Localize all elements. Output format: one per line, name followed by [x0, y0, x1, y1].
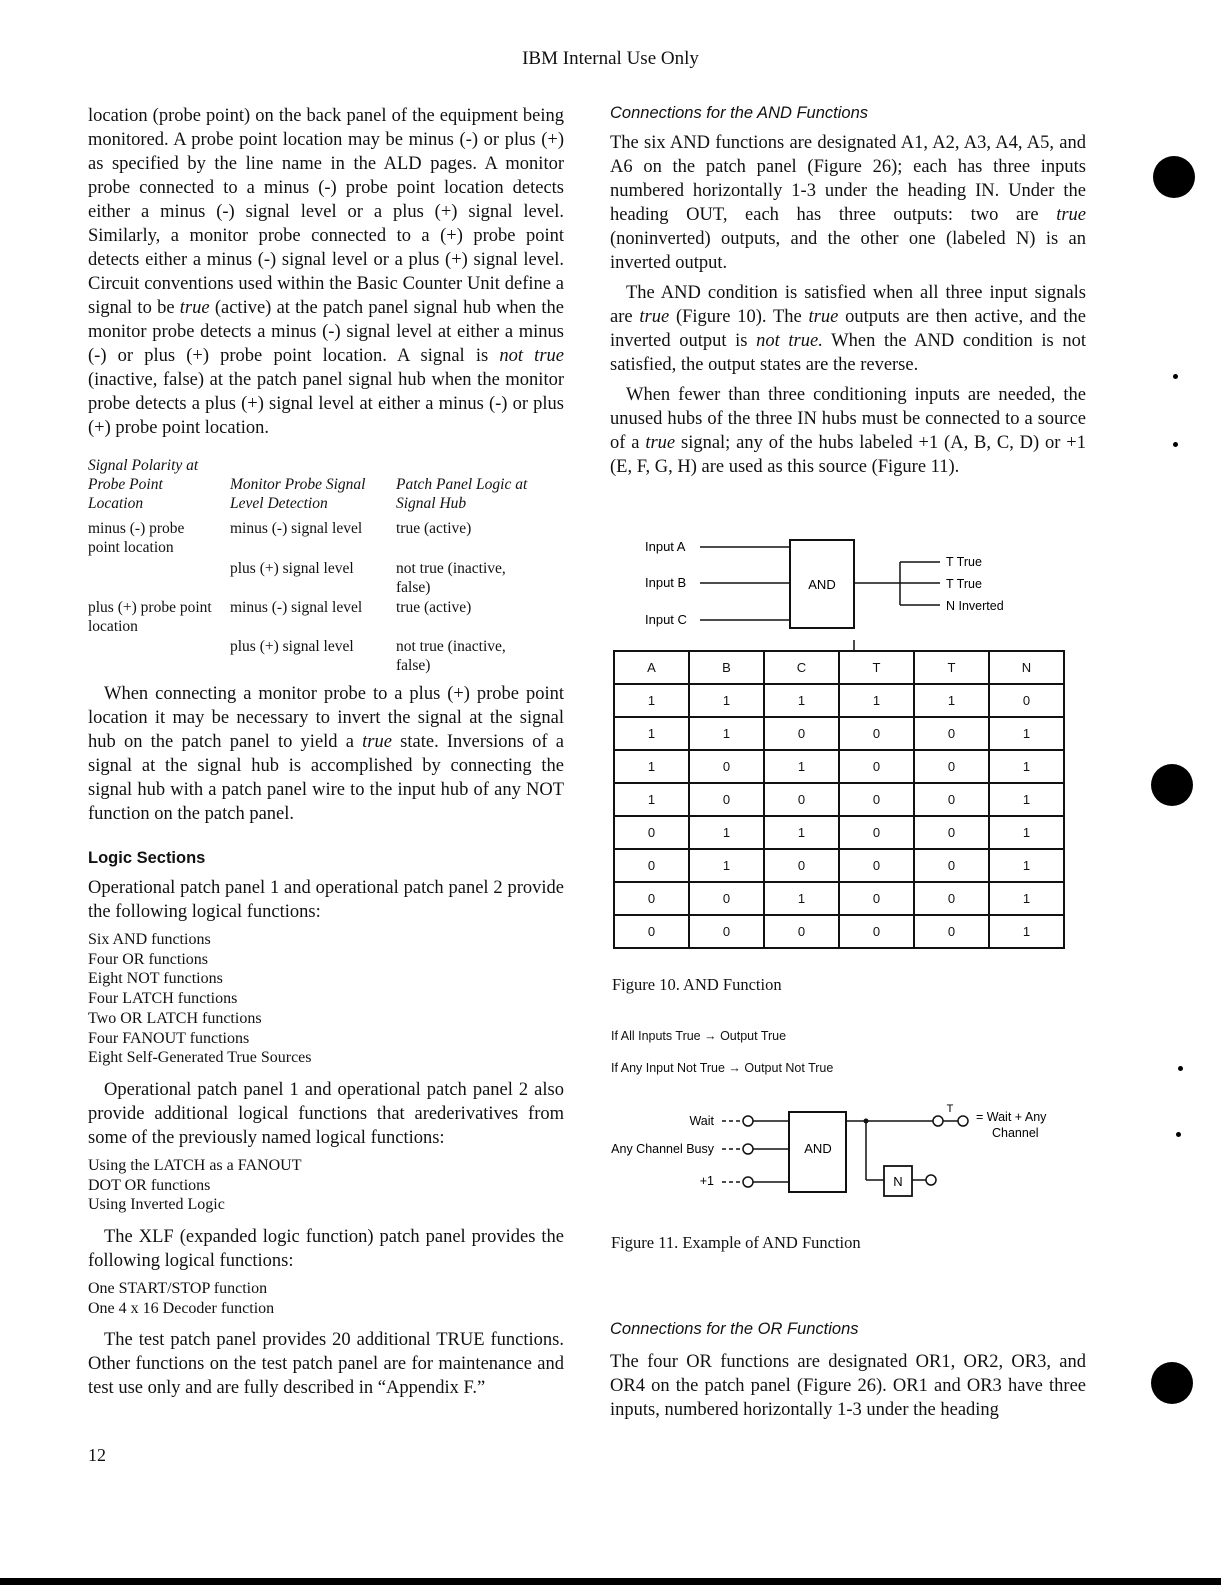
any-channel-busy-label: Any Channel Busy — [611, 1142, 714, 1156]
polarity-header-detection: Monitor Probe Signal Level Detection — [230, 476, 366, 512]
hub-icon — [743, 1144, 753, 1154]
table-row — [614, 915, 1064, 948]
not-gate-label: N — [893, 1174, 903, 1189]
text-run: The six AND functions are designated A1, A2, A3, A4, A5, and A6 on the patch panel (Figure 26); each has three inputs numbered horizontally 1-3 under the heading IN. Under the heading OUT, each has three outputs: two are — [610, 133, 1086, 225]
page-number: 12 — [88, 1445, 106, 1465]
table-cell: 0 — [839, 849, 914, 882]
plus-one-label: +1 — [699, 1174, 714, 1188]
table-cell: 1 — [989, 882, 1064, 915]
list-item: Four OR functions — [88, 950, 208, 968]
emphasis-text: true — [179, 298, 210, 318]
intro-paragraph — [88, 104, 564, 440]
hub-icon — [958, 1116, 968, 1126]
wait-input-label: Wait — [689, 1114, 714, 1128]
or-paragraph: The four OR functions are designated OR1, OR2, OR3, and OR4 on the patch panel (Figure 26). OR1 and OR3 have three inputs, numbered horizontally 1-3 under the heading — [610, 1352, 1086, 1420]
table-cell: 0 — [914, 849, 989, 882]
and-paragraph-2 — [610, 281, 1086, 377]
derivatives-list — [88, 1156, 564, 1215]
right-column — [610, 104, 1086, 479]
emphasis-text: true — [362, 732, 392, 752]
table-cell: 0 — [914, 717, 989, 750]
polarity-row-location: minus (-) probe point location — [88, 520, 185, 556]
text-run: (noninverted) outputs, and the other one (labeled N) is an inverted output. — [610, 229, 1086, 273]
table-cell: 0 — [839, 882, 914, 915]
table-cell: T — [914, 651, 989, 684]
table-cell: 0 — [689, 783, 764, 816]
table-cell: 0 — [764, 717, 839, 750]
table-cell: 0 — [689, 915, 764, 948]
input-a-label: Input A — [645, 539, 686, 554]
polarity-header-logic: Patch Panel Logic at Signal Hub — [396, 476, 528, 512]
table-cell: 1 — [839, 684, 914, 717]
and-function-diagram — [610, 532, 1090, 652]
list-item: One START/STOP function — [88, 1280, 268, 1298]
table-cell: 1 — [914, 684, 989, 717]
list-item: Four LATCH functions — [88, 990, 238, 1008]
text-run: location (probe point) on the back panel of the equipment being monitored. A probe point location may be minus (-) or plus (+) as specified by the line name in the ALD pages. A monitor probe connected to a minus (-) probe point location detects either a minus (-) signal level or a plus (+) signal level. Similarly, a monitor probe connected to a (+) probe point detects either a minus (-) signal level or a plus (+) signal level. Circuit conventions used within the Basic Counter Unit define a signal to be — [88, 106, 564, 318]
table-cell: 0 — [614, 882, 689, 915]
output-inverted-label: N Inverted — [946, 599, 1004, 613]
result-label-line1: = Wait + Any — [976, 1110, 1047, 1124]
table-cell: 1 — [689, 816, 764, 849]
table-cell: 1 — [989, 816, 1064, 849]
table-cell: 0 — [839, 915, 914, 948]
text-run: (inactive, false) at the patch panel signal hub when the monitor probe detects a plus (+) signal level at either a minus (-) or plus (+) probe point location. — [88, 370, 564, 438]
table-header-row — [614, 651, 1064, 684]
text-run: signal; any of the hubs labeled +1 (A, B, C, D) or +1 (E, F, G, H) are used as this source (Figure 11). — [610, 433, 1086, 477]
list-item: DOT OR functions — [88, 1176, 211, 1194]
table-cell: 1 — [689, 849, 764, 882]
text-run: (active) at the patch panel signal hub when the monitor probe detects a minus (-) signal level at either a minus (-) or plus (+) probe point location. A signal is — [88, 298, 564, 366]
list-item: Eight Self-Generated True Sources — [88, 1049, 312, 1067]
functions-list — [88, 930, 564, 1068]
table-cell: 0 — [689, 882, 764, 915]
table-cell: 0 — [914, 915, 989, 948]
derivatives-paragraph: Operational patch panel 1 and operational patch panel 2 also provide additional logical functions that arederivatives from some of the previously named logical functions: — [88, 1079, 564, 1148]
polarity-row-detection: plus (+) signal level — [230, 638, 354, 655]
text-run: When connecting a monitor probe to a plus (+) probe point location it may be necessary to invert the signal at the signal hub on the patch panel to yield a — [88, 684, 564, 752]
revision-bullet — [1173, 442, 1178, 447]
hub-icon — [743, 1177, 753, 1187]
polarity-row-logic: true (active) — [396, 599, 472, 616]
revision-bullet — [1153, 156, 1195, 198]
figure-10-caption: Figure 10. AND Function — [612, 975, 782, 994]
table-row — [614, 882, 1064, 915]
list-item: Using the LATCH as a FANOUT — [88, 1156, 302, 1174]
polarity-row-logic: not true (inactive, false) — [396, 560, 506, 596]
polarity-row-location: plus (+) probe point location — [88, 599, 212, 635]
table-cell: 1 — [989, 915, 1064, 948]
polarity-row-logic: true (active) — [396, 520, 472, 537]
table-cell: 0 — [839, 717, 914, 750]
figure-11-caption: Figure 11. Example of AND Function — [611, 1233, 861, 1252]
table-cell: 0 — [914, 783, 989, 816]
polarity-table — [88, 456, 564, 696]
table-cell: 1 — [764, 882, 839, 915]
revision-bullet — [1176, 1132, 1181, 1137]
table-cell: T — [839, 651, 914, 684]
list-item: Eight NOT functions — [88, 970, 223, 988]
test-panel-paragraph: The test patch panel provides 20 additional TRUE functions. Other functions on the test patch panel are for maintenance and test use only and are fully described in “Appendix F.” — [88, 1330, 564, 1399]
polarity-row-logic: not true (inactive, false) — [396, 638, 506, 674]
logic-intro-paragraph: Operational patch panel 1 and operational patch panel 2 provide the following logical functions: — [88, 878, 564, 922]
revision-bullet — [1151, 764, 1193, 806]
table-cell: 0 — [989, 684, 1064, 717]
polarity-row-detection: plus (+) signal level — [230, 560, 354, 577]
connect-paragraph — [88, 682, 564, 826]
table-cell: 1 — [614, 717, 689, 750]
table-cell: 0 — [839, 783, 914, 816]
table-cell: 1 — [614, 684, 689, 717]
output-true-1-label: T True — [946, 555, 982, 569]
table-cell: 0 — [839, 816, 914, 849]
list-item: Two OR LATCH functions — [88, 1009, 262, 1027]
table-cell: 1 — [764, 816, 839, 849]
table-row — [614, 750, 1064, 783]
table-cell: C — [764, 651, 839, 684]
emphasis-text: true — [645, 433, 676, 453]
revision-bullet — [1173, 374, 1178, 379]
list-item: Six AND functions — [88, 931, 211, 948]
hub-icon — [743, 1116, 753, 1126]
table-cell: 0 — [689, 750, 764, 783]
table-cell: 1 — [989, 750, 1064, 783]
list-item: Four FANOUT functions — [88, 1029, 250, 1047]
left-column — [88, 104, 564, 1400]
rule-all-true: If All Inputs True → Output True — [611, 1029, 787, 1043]
revision-bullet — [1178, 1066, 1183, 1071]
table-cell: 0 — [764, 849, 839, 882]
polarity-header-location: Signal Polarity at Probe Point Location — [88, 457, 199, 512]
table-cell: 1 — [989, 783, 1064, 816]
and-paragraph-1 — [610, 131, 1086, 275]
hub-icon — [933, 1116, 943, 1126]
truth-table — [613, 650, 1065, 949]
revision-bullet — [1151, 1362, 1193, 1404]
polarity-row-detection: minus (-) signal level — [230, 520, 363, 537]
table-cell: 0 — [614, 915, 689, 948]
emphasis-text: true — [808, 307, 839, 327]
table-cell: 0 — [839, 750, 914, 783]
text-run: state. Inversions of a signal at the signal hub is accomplished by connecting the signal hub with a patch panel wire to the input hub of any NOT function on the patch panel. — [88, 732, 564, 824]
page-header: IBM Internal Use Only — [522, 48, 699, 69]
text-run: When fewer than three conditioning inputs are needed, the unused hubs of the three IN hubs must be connected to a source of a — [610, 385, 1086, 453]
emphasis-text: not true. — [756, 331, 823, 351]
emphasis-text: not true — [499, 346, 564, 366]
table-cell: 0 — [764, 915, 839, 948]
list-item: One 4 x 16 Decoder function — [88, 1299, 275, 1317]
and-gate-label: AND — [804, 1141, 832, 1156]
table-cell: N — [989, 651, 1064, 684]
table-cell: 1 — [989, 717, 1064, 750]
table-cell: B — [689, 651, 764, 684]
table-row — [614, 849, 1064, 882]
table-cell: 1 — [989, 849, 1064, 882]
input-c-label: Input C — [645, 612, 687, 627]
or-functions-heading: Connections for the OR Functions — [610, 1320, 859, 1338]
table-row — [614, 816, 1064, 849]
text-run: outputs are then active, and the inverted output is — [610, 307, 1086, 351]
text-run: (Figure 10). The — [669, 307, 809, 327]
table-cell: 0 — [764, 783, 839, 816]
table-cell: 0 — [914, 816, 989, 849]
hub-icon — [926, 1175, 936, 1185]
table-row — [614, 717, 1064, 750]
and-gate-label: AND — [808, 577, 836, 592]
table-cell: 1 — [614, 750, 689, 783]
polarity-row-detection: minus (-) signal level — [230, 599, 363, 616]
input-b-label: Input B — [645, 575, 687, 590]
table-cell: 1 — [614, 783, 689, 816]
table-cell: 0 — [914, 882, 989, 915]
table-cell: 1 — [689, 684, 764, 717]
xlf-list — [88, 1279, 564, 1318]
text-run: The AND condition is satisfied when all three input signals are — [610, 283, 1086, 327]
table-cell: 1 — [764, 750, 839, 783]
table-cell: 1 — [764, 684, 839, 717]
logic-sections-heading: Logic Sections — [88, 849, 206, 867]
output-true-2-label: T True — [946, 577, 982, 591]
xlf-paragraph: The XLF (expanded logic function) patch panel provides the following logical functions: — [88, 1227, 564, 1272]
t-output-label: T — [946, 1103, 954, 1115]
and-functions-heading: Connections for the AND Functions — [610, 104, 869, 122]
table-cell: 0 — [614, 849, 689, 882]
emphasis-text: true — [1056, 205, 1086, 225]
table-row — [614, 684, 1064, 717]
table-cell: 1 — [689, 717, 764, 750]
table-cell: 0 — [914, 750, 989, 783]
table-cell: 0 — [614, 816, 689, 849]
emphasis-text: true — [639, 307, 670, 327]
bottom-edge-rule — [0, 1578, 1221, 1585]
and-paragraph-3 — [610, 383, 1086, 479]
and-example-diagram — [608, 1095, 1078, 1205]
result-label-line2: Channel — [992, 1126, 1039, 1140]
rule-any-not-true: If Any Input Not True → Output Not True — [611, 1061, 834, 1075]
table-cell: A — [614, 651, 689, 684]
text-run: When the AND condition is not satisfied, the output states are the reverse. — [610, 331, 1086, 375]
table-row — [614, 783, 1064, 816]
list-item: Using Inverted Logic — [88, 1196, 225, 1214]
